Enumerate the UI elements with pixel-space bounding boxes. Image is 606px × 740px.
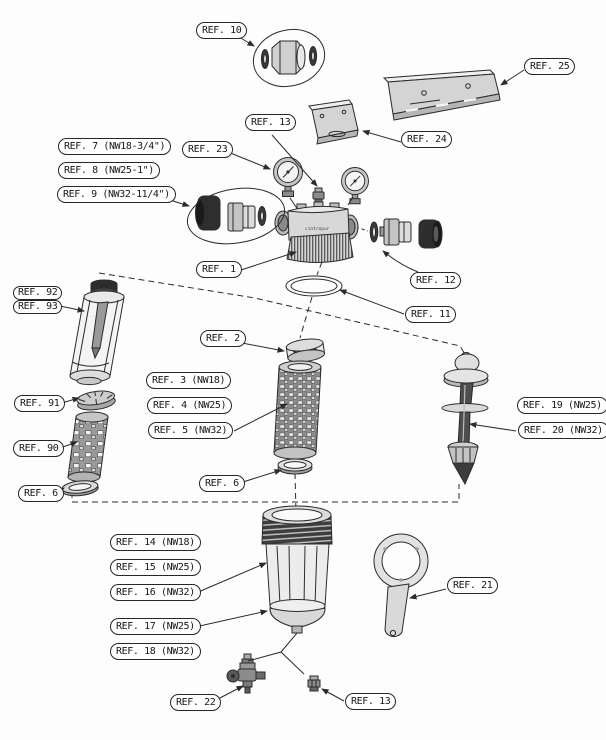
- callout-ref-4: REF. 4 (NW25): [147, 397, 232, 414]
- wall-bracket-long: [384, 70, 500, 120]
- callout-ref-20: REF. 20 (NW32): [518, 422, 606, 439]
- callout-ref-5: REF. 5 (NW32): [148, 422, 233, 439]
- venturi-insert: [442, 352, 488, 484]
- filter-head: [275, 202, 358, 263]
- port-fitting-right: [370, 219, 442, 248]
- callout-ref-24: REF. 24: [401, 131, 452, 148]
- assembly-dashed-lines: [72, 205, 466, 512]
- callout-ref-17: REF. 17 (NW25): [110, 618, 201, 635]
- head-o-ring: [286, 276, 342, 296]
- callout-ref-8: REF. 8 (NW25-1"): [58, 162, 160, 179]
- callout-ref-91: REF. 91: [14, 395, 65, 412]
- callout-ref-9: REF. 9 (NW32-11/4"): [57, 186, 176, 203]
- callout-ref-18: REF. 18 (NW32): [110, 643, 201, 660]
- callout-ref-6-left: REF. 6: [18, 485, 64, 502]
- bowl-wrench: [374, 534, 428, 637]
- callout-ref-14: REF. 14 (NW18): [110, 534, 201, 551]
- callout-ref-3: REF. 3 (NW18): [146, 372, 231, 389]
- head-brand-text: cintropur: [305, 227, 330, 232]
- callout-ref-90: REF. 90: [13, 440, 64, 457]
- callout-ref-13-top: REF. 13: [245, 114, 296, 131]
- callout-ref-19: REF. 19 (NW25): [517, 397, 606, 414]
- callout-ref-6-mid: REF. 6: [199, 475, 245, 492]
- flat-gasket-mid: [278, 459, 312, 474]
- callout-ref-2: REF. 2: [200, 330, 246, 347]
- callout-ref-1: REF. 1: [196, 261, 242, 278]
- filter-sleeve: [274, 361, 321, 459]
- pressure-gauge-right: [342, 168, 369, 204]
- callout-ref-12: REF. 12: [410, 272, 461, 289]
- flat-gasket-left: [61, 479, 98, 497]
- cartridge-top-cap: [286, 337, 326, 364]
- sieve-ring: [76, 389, 116, 412]
- callout-ref-10: REF. 10: [196, 22, 247, 39]
- callout-ref-23: REF. 23: [182, 141, 233, 158]
- callout-ref-21: REF. 21: [447, 577, 498, 594]
- union-nut-detail: [247, 22, 330, 94]
- wall-bracket-short: [309, 100, 358, 144]
- callout-ref-11: REF. 11: [405, 306, 456, 323]
- mesh-strainer: [68, 412, 108, 482]
- callout-ref-22: REF. 22: [170, 694, 221, 711]
- clear-cartridge: [70, 280, 124, 385]
- callout-ref-92: REF. 92: [13, 286, 62, 300]
- callout-ref-15: REF. 15 (NW25): [110, 559, 201, 576]
- callout-ref-13-bottom: REF. 13: [345, 693, 396, 710]
- drain-plug: [308, 676, 320, 691]
- callout-ref-93: REF. 93: [13, 300, 62, 314]
- callout-ref-25: REF. 25: [524, 58, 575, 75]
- pressure-gauge-left: [274, 158, 303, 197]
- filter-bowl: [262, 506, 332, 633]
- drain-valve: [227, 654, 265, 693]
- vent-plug-top: [313, 188, 324, 203]
- port-fitting-detail-left: [183, 182, 288, 251]
- callout-ref-7: REF. 7 (NW18-3/4"): [58, 138, 171, 155]
- callout-ref-16: REF. 16 (NW32): [110, 584, 201, 601]
